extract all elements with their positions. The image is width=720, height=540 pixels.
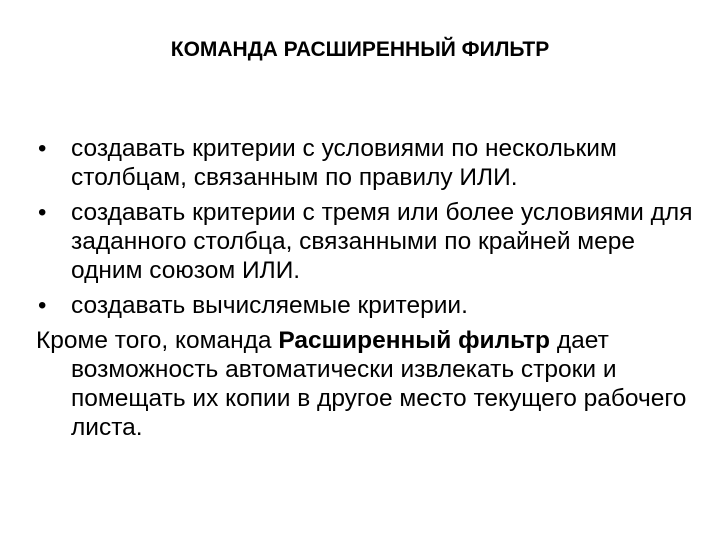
bullet-item: [36, 134, 706, 192]
paragraph-text-start: Кроме того, команда: [36, 327, 279, 354]
slide-content: [36, 134, 706, 442]
bullet-icon: •: [38, 135, 47, 162]
bullet-text: создавать критерии с условиями по нескольким столбцам, связанным по правилу ИЛИ.: [71, 135, 617, 191]
slide-title: КОМАНДА РАСШИРЕННЫЙ ФИЛЬТР: [170, 38, 550, 61]
paragraph-bold-term: Расширенный фильтр: [278, 327, 551, 354]
bullet-text: создавать вычисляемые критерии.: [71, 292, 468, 319]
bullet-item: [36, 198, 706, 285]
bullet-icon: •: [38, 292, 47, 319]
bullet-item: [36, 291, 706, 320]
bullet-icon: •: [38, 199, 47, 226]
summary-paragraph: [36, 326, 706, 442]
bullet-text: создавать критерии с тремя или более условиями для заданного столбца, связанными по крайней мере одним союзом ИЛИ.: [71, 199, 693, 284]
paragraph-text-end: дает возможность автоматически извлекать строки и помещать их копии в другое место текущего рабочего листа.: [71, 327, 687, 441]
